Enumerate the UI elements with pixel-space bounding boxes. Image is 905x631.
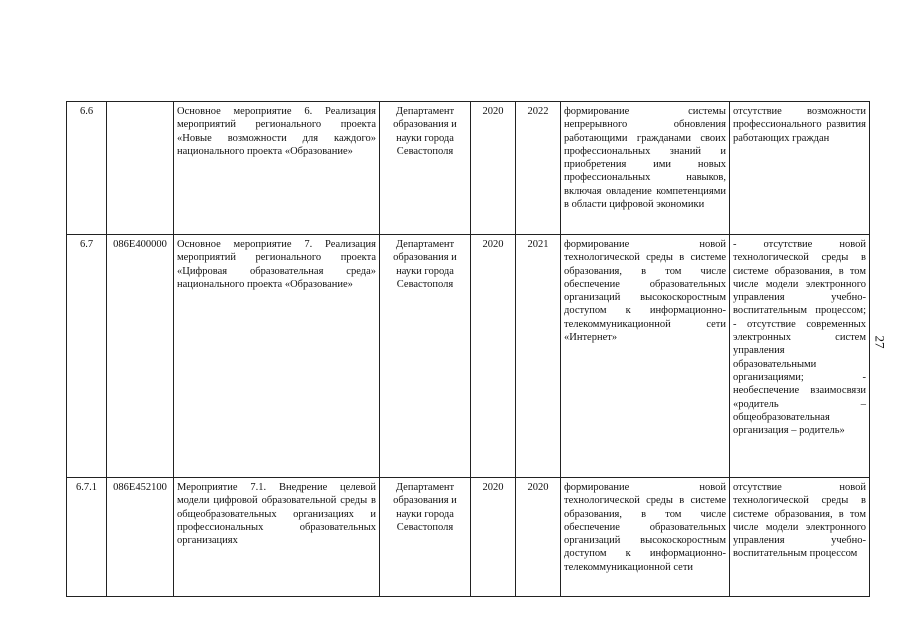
expected-result — [561, 478, 730, 597]
end-year: 2022 — [516, 102, 561, 235]
start-year: 2020 — [471, 235, 516, 478]
activity-name: Основное мероприятие 6. Реализация мероприятий регионального проекта «Новые возможности для каждого» национального проекта «Образование» — [174, 102, 380, 235]
end-year: 2021 — [516, 235, 561, 478]
start-year: 2020 — [471, 102, 516, 235]
row-number: 6.7.1 — [67, 478, 107, 597]
table-row — [67, 102, 870, 235]
row-number: 6.7 — [67, 235, 107, 478]
expected-result: формирование системы непрерывного обновления работающими гражданами своих профессиональных знаний и приобретения ими новых профессиональных навыков, включая овладение компетенциями в области цифровой экономики — [561, 102, 730, 235]
expected-result: формирование новой технологической среды в системе образования, в том числе обеспечение образовательных организаций высокоскоростным доступом к информационно-телекоммуникационной сети «Интернет» — [561, 235, 730, 478]
consequences: отсутствие новой технологической среды в системе образования, в том числе модели электронного управления учебно-воспитательным процессом — [730, 478, 870, 597]
program-table — [66, 101, 870, 597]
budget-code: 086E452100 — [107, 478, 174, 597]
start-year: 2020 — [471, 478, 516, 597]
end-year: 2020 — [516, 478, 561, 597]
consequences: отсутствие возможности профессионального развития работающих граждан — [730, 102, 870, 235]
executor: Департамент образования и науки города Севастополя — [380, 102, 471, 235]
table-row — [67, 478, 870, 597]
page-number: 27 — [872, 335, 888, 349]
executor: Департамент образования и науки города Севастополя — [380, 235, 471, 478]
expected-result-text: формирование новой технологической среды в системе образования, в том числе обеспечение образовательных организаций высокоскоростным доступом к информационно-телекоммуникационной сети — [564, 482, 726, 573]
budget-code: 086E400000 — [107, 235, 174, 478]
row-number: 6.6 — [67, 102, 107, 235]
consequences: - отсутствие новой технологической среды в системе образования, в том числе модели электронного управления учебно-воспитательным процессом; - отсутствие современных электронных систем управления образовательными организациями; - необеспечение взаимосвязи «родитель – общеобразовательная организация – родитель» — [730, 235, 870, 478]
table-row — [67, 235, 870, 478]
activity-name: Основное мероприятие 7. Реализация мероприятий регионального проекта «Цифровая образовательная среда» национального проекта «Образование» — [174, 235, 380, 478]
budget-code — [107, 102, 174, 235]
executor: Департамент образования и науки города Севастополя — [380, 478, 471, 597]
activity-name: Мероприятие 7.1. Внедрение целевой модели цифровой образовательной среды в общеобразовательных организациях и профессиональных образовательных организациях — [174, 478, 380, 597]
